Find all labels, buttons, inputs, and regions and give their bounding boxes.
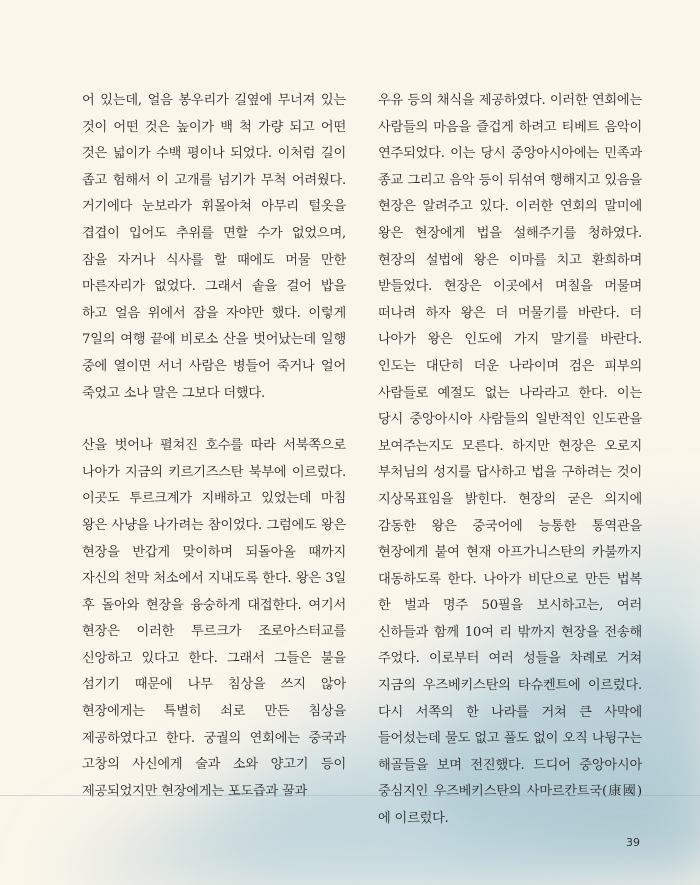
right-text-column	[378, 88, 642, 833]
body-paragraph: 산을 벗어나 펼쳐진 호수를 따라 서북쪽으로 나아가 지금의 키르기즈스탄 북부에 이르렀다. 이곳도 투르크계가 지배하고 있었는데 마침 왕은 사냥을 나가려는 참이었다. 그럼에도 왕은 현장을 반갑게 맞이하며 되돌아올 때까지 자신의 천막 처소에서 지내도록 한다. 왕은 3일 후 돌아와 현장을 융숭하게 대접한다. 여기서 현장은 이러한 투르크가 조로아스터교를 신앙하고 있다고 한다. 그래서 그들은 불을 섬기기 때문에 나무 침상을 쓰지 않아 현장에게는 특별히 쇠로 만든 침상을 제공하였다고 한다. 궁궐의 연회에는 중국과 고창의 사신에게 술과 소와 양고기 등이 제공되었지만 현장에게는 포도즙과 꿀과	[82, 438, 346, 799]
page-number: 39	[626, 836, 640, 849]
left-text-column	[82, 88, 346, 805]
body-paragraph: 어 있는데, 얼음 봉우리가 길옆에 무너져 있는 것이 어떤 것은 높이가 백 척 가량 되고 어떤 것은 넓이가 수백 평이나 되었다. 이처럼 길이 좁고 험해서 이 고개를 넘기가 무척 어려웠다. 거기에다 눈보라가 휘몰아쳐 아무리 털옷을 겹겹이 입어도 추위를 면할 수가 없었으며, 잠을 자거나 식사를 할 때에도 머물 만한 마른자리가 없었다. 그래서 솥을 걸어 밥을 하고 얼음 위에서 잠을 자야만 했다. 이렇게 7일의 여행 끝에 비로소 산을 벗어났는데 일행 중에 열이면 서너 사람은 병들어 죽거나 얼어 죽었고 소나 말은 그보다 더했다.	[82, 93, 346, 401]
footer-divider	[0, 795, 700, 797]
body-paragraph: 우유 등의 채식을 제공하였다. 이러한 연회에는 사람들의 마음을 즐겁게 하려고 티베트 음악이 연주되었다. 이는 당시 중앙아시아에는 민족과 종교 그리고 음악 등이 뒤섞여 행해지고 있음을 현장은 알려주고 있다. 이러한 연회의 말미에 왕은 현장에게 법을 설해주기를 청하였다. 현장의 설법에 왕은 이마를 치고 환희하며 받들었다. 현장은 이곳에서 며칠을 머물며 떠나려 하자 왕은 더 머물기를 바란다. 더 나아가 왕은 인도에 가지 말기를 바란다. 인도는 대단히 더운 나라이며 검은 피부의 사람들로 예절도 없는 나라라고 한다. 이는 당시 중앙아시아 사람들의 일반적인 인도관을 보여주는지도 모른다. 하지만 현장은 오로지 부처님의 성지를 답사하고 법을 구하려는 것이 지상목표임을 밝힌다. 현장의 굳은 의지에 감동한 왕은 중국어에 능통한 통역관을 현장에게 붙여 현재 아프가니스탄의 카불까지 대동하도록 한다. 나아가 비단으로 만든 법복 한 벌과 명주 50필을 보시하고는, 여러 신하들과 함께 10여 리 밖까지 현장을 전송해 주었다. 이로부터 여러 성들을 차례로 거쳐 지금의 우즈베키스탄의 타슈켄트에 이르렀다. 다시 서쪽의 한 나라를 거쳐 큰 사막에 들어섰는데 물도 없고 풀도 없이 오직 나뒹구는 해골들을 보며 전진했다. 드디어 중앙아시아 중심지인 우즈베키스탄의 사마르칸트국(康國)에 이르렀다.	[378, 93, 642, 827]
